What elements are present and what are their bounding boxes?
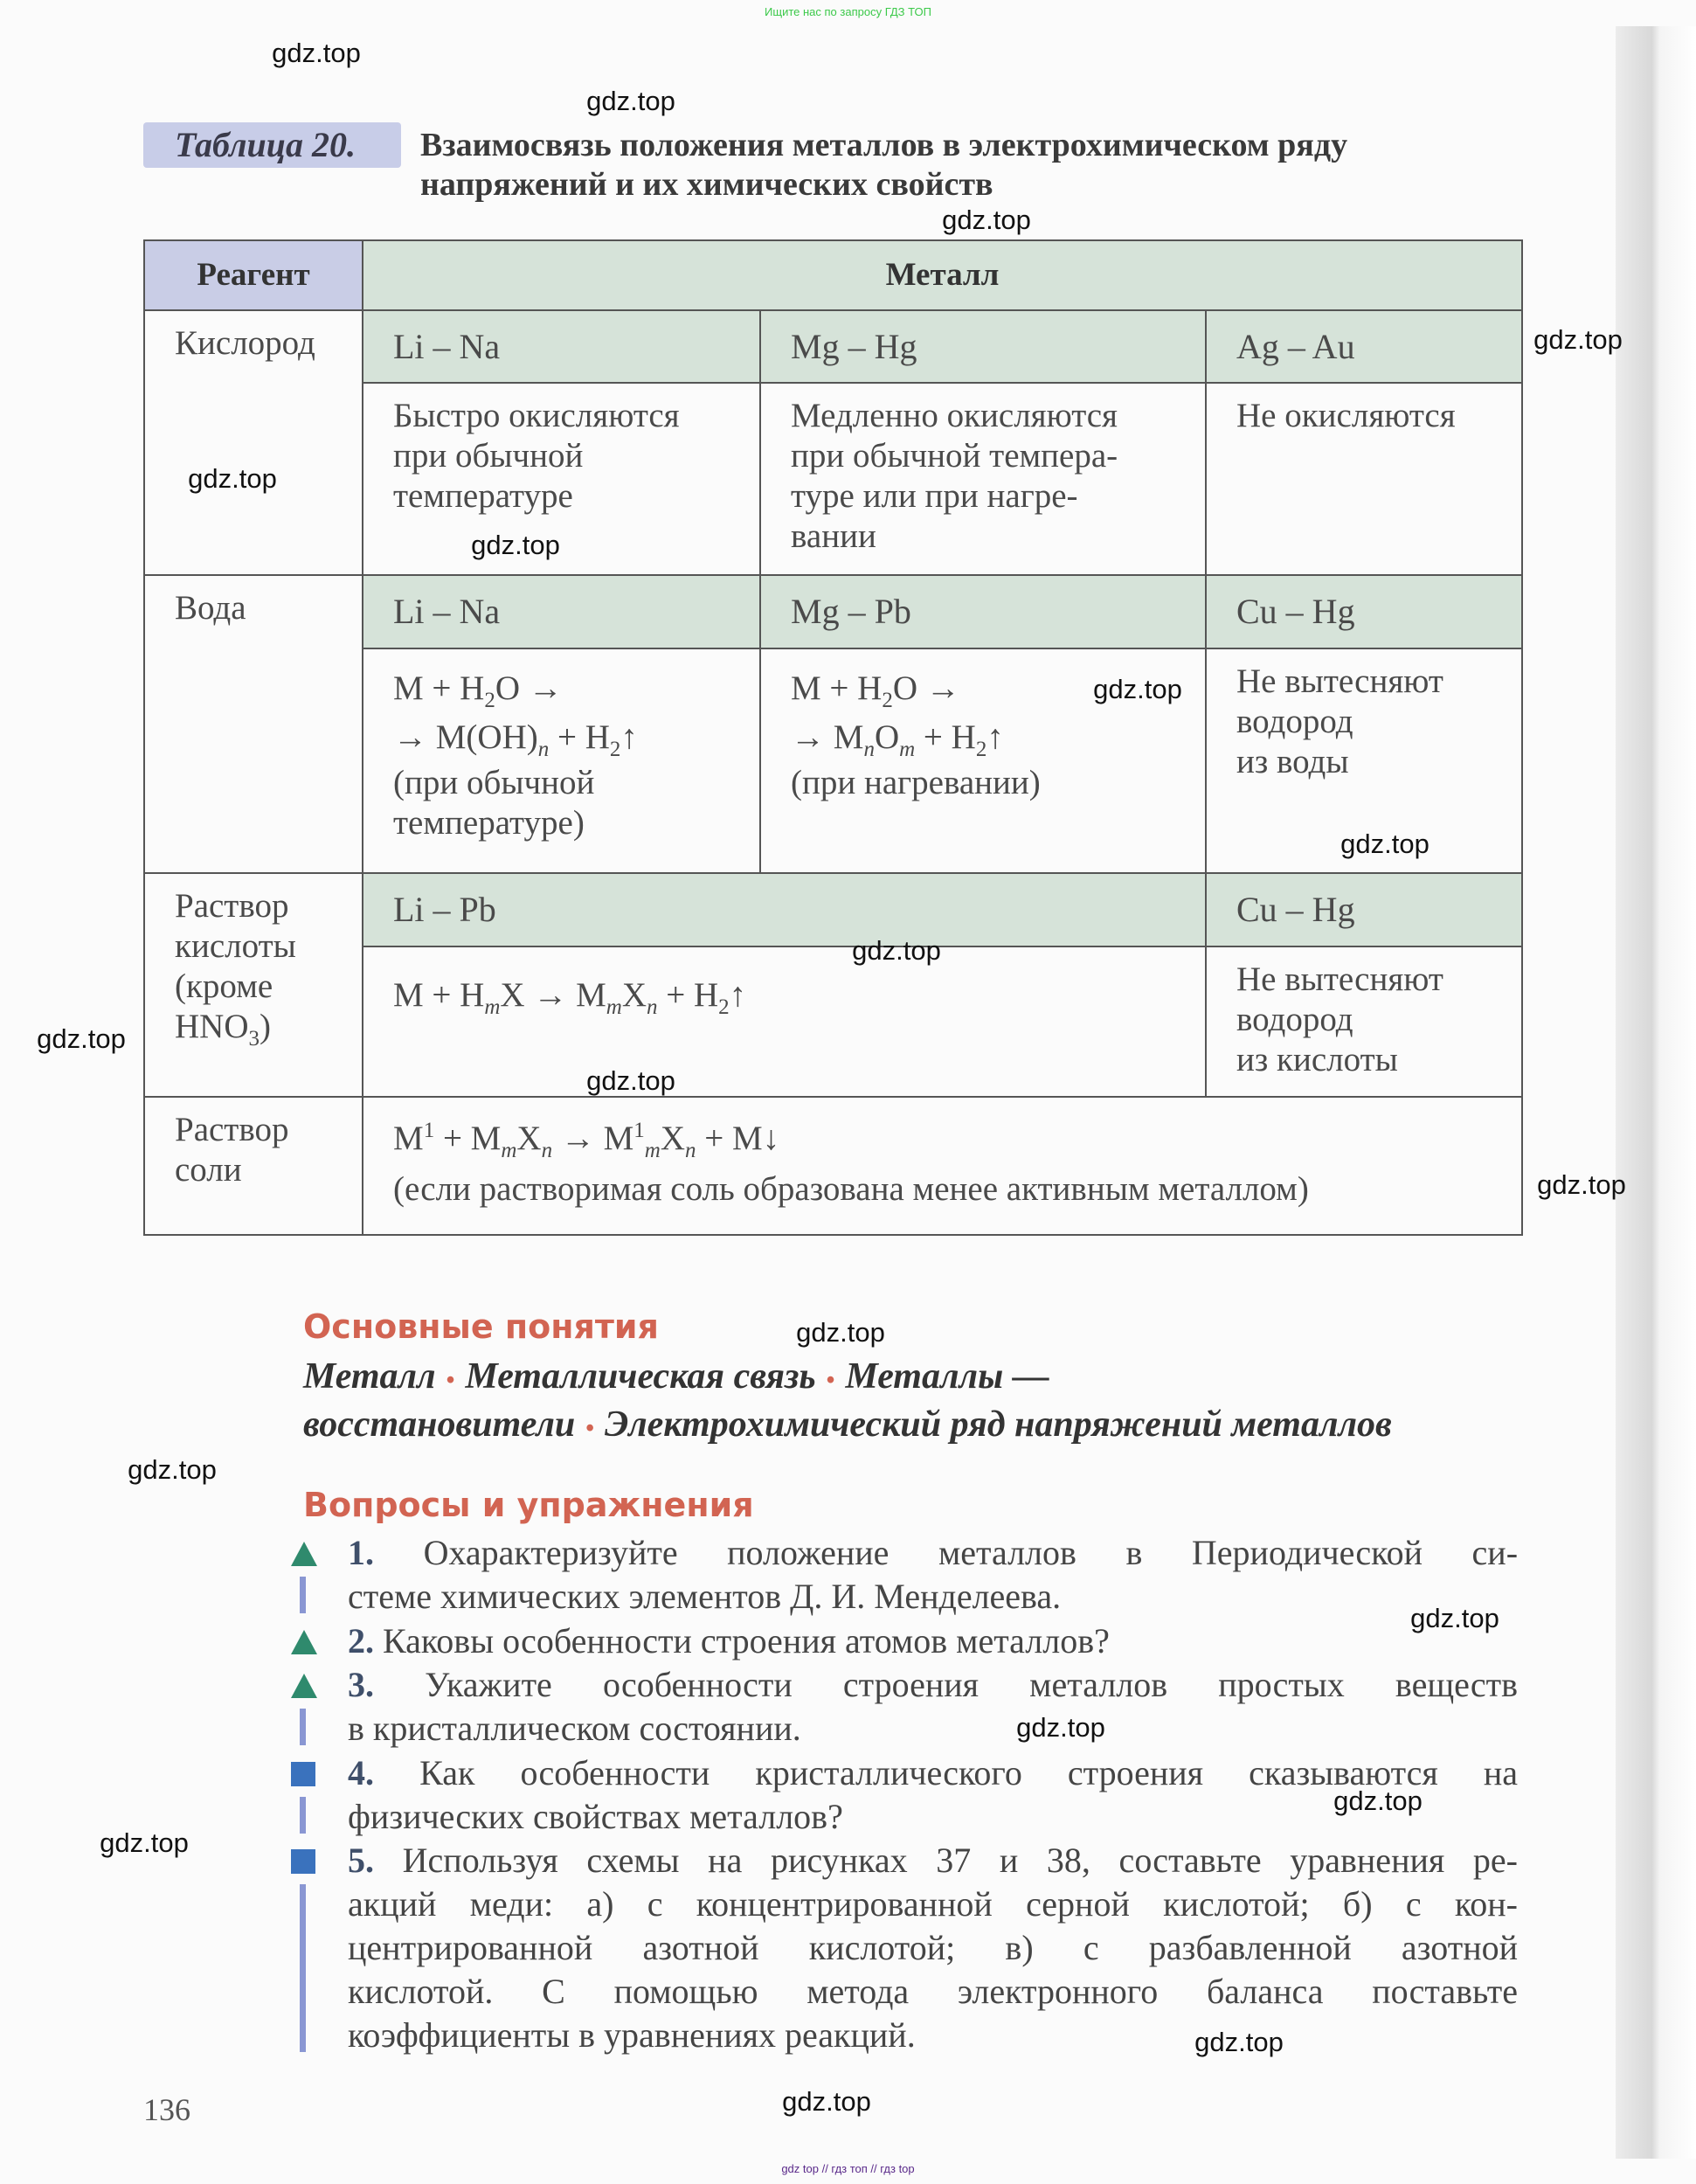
header-metal: Металл	[363, 240, 1522, 310]
formula-part: + H	[657, 976, 719, 1014]
bottom-banner: gdz top // гдз топ // гдз top	[781, 2162, 915, 2175]
text-line: Охарактеризуйте положение металлов в Периодической си-	[423, 1533, 1518, 1572]
equation-line	[393, 975, 1175, 1019]
text-line: из воды	[1236, 743, 1349, 780]
formula-part: + H	[549, 718, 610, 756]
question-line	[348, 1926, 1518, 1970]
formula-part: m	[501, 1138, 517, 1162]
reagent-water: Вода	[144, 575, 363, 873]
metals-table	[143, 239, 1523, 1236]
range-cell: Li – Pb	[363, 873, 1206, 946]
title-line: напряжений и их химических свойств	[420, 166, 993, 203]
formula-part: 2	[609, 737, 621, 761]
watermark-text: gdz.top	[1194, 2027, 1284, 2057]
watermark-text: gdz.top	[1537, 1169, 1626, 1200]
watermark-text: gdz.top	[128, 1454, 217, 1485]
formula-part: X → M	[500, 976, 606, 1014]
formula-part: + H	[915, 718, 976, 756]
watermark-text: gdz.top	[272, 38, 361, 68]
text-line: Не вытесняют	[1236, 960, 1443, 998]
range-cell: Mg – Pb	[760, 575, 1206, 648]
text-line: при обычной	[393, 437, 584, 475]
text-line: коэффициенты в уравнениях реакций.	[348, 2015, 916, 2055]
text-line: температуре	[393, 477, 573, 515]
property-cell	[760, 383, 1206, 575]
text-line: центрированной азотной кислотой; в) с разбавленной азотной	[348, 1928, 1518, 1967]
text-line: Как особенности кристаллического строения сказываются на	[419, 1753, 1518, 1792]
formula-part: m	[899, 737, 916, 761]
range-cell: Cu – Hg	[1206, 575, 1522, 648]
formula-part: 2	[718, 995, 730, 1019]
question-number: 4.	[348, 1753, 374, 1792]
formula-part: 2	[882, 688, 893, 712]
reagent-acid	[144, 873, 363, 1097]
equation-line	[393, 1119, 1492, 1162]
term: Металл	[303, 1356, 436, 1397]
formula-part: X	[516, 1120, 542, 1157]
text-line: Не вытесняют	[1236, 662, 1443, 700]
formula-part: 1	[423, 1119, 435, 1142]
text-line: водород	[1236, 703, 1353, 740]
triangle-level-icon	[291, 1674, 317, 1698]
concepts-terms: Металл • Металлическая связь • Металлы — восстановители • Электрохимический ряд напряжений металлов	[303, 1356, 1392, 1445]
text-line: Раствор	[175, 1111, 289, 1148]
range-cell: Li – Na	[363, 310, 760, 383]
text-line: Укажите особенности строения металлов простых веществ	[425, 1665, 1518, 1704]
text-line: водород	[1236, 1001, 1353, 1038]
question-line	[348, 1575, 1518, 1619]
condition-note: (при обычной	[393, 764, 595, 801]
triangle-level-icon	[291, 1630, 317, 1654]
formula-part: 3	[248, 1026, 260, 1050]
formula-part: ↑	[729, 976, 747, 1014]
question-item	[348, 1531, 1518, 1619]
text-line: стеме химических элементов Д. И. Менделеева.	[348, 1577, 1062, 1616]
formula-part: n	[537, 737, 550, 761]
formula-part: O →	[495, 669, 563, 707]
watermark-text: gdz.top	[942, 205, 1031, 235]
watermark-text: gdz.top	[188, 463, 277, 494]
reagent-oxygen: Кислород	[144, 310, 363, 575]
text-line: Каковы особенности строения атомов металлов?	[383, 1621, 1110, 1661]
table-label: Таблица 20.	[143, 122, 401, 168]
formula-part: → M	[552, 1120, 634, 1157]
table-title	[420, 126, 1521, 205]
property-cell	[363, 383, 760, 575]
square-level-icon	[291, 1849, 315, 1874]
text-line: соли	[175, 1151, 242, 1189]
question-line	[348, 1707, 1518, 1751]
watermark-text: gdz.top	[471, 530, 560, 560]
text-line: в кристаллическом состоянии.	[348, 1709, 801, 1748]
range-cell: Li – Na	[363, 575, 760, 648]
watermark-text: gdz.top	[1340, 829, 1429, 859]
page-number: 136	[143, 2092, 190, 2127]
formula-part: M + H	[393, 976, 485, 1014]
question-item	[348, 1663, 1518, 1751]
top-banner: Ищите нас по запросу ГДЗ ТОП	[765, 5, 931, 18]
formula-part: n	[863, 737, 875, 761]
watermark-text: gdz.top	[782, 2086, 871, 2117]
question-line	[348, 1619, 1518, 1663]
watermark-text: gdz.top	[796, 1317, 885, 1348]
level-bar-icon	[300, 1709, 306, 1745]
formula-part: → M	[791, 718, 864, 756]
formula-part: n	[646, 995, 658, 1019]
text-line: туре или при нагре-	[791, 477, 1078, 515]
formula-part: n	[541, 1138, 553, 1162]
reaction-cell	[363, 946, 1206, 1097]
formula-part: O	[874, 718, 900, 756]
condition-note: температуре)	[393, 804, 585, 842]
text-line: физических свойствах металлов?	[348, 1797, 843, 1836]
formula-part: HNO	[175, 1008, 249, 1045]
watermark-text: gdz.top	[586, 86, 675, 116]
level-bar-icon	[300, 1577, 306, 1613]
equation-line	[393, 718, 730, 761]
question-line	[348, 2014, 1518, 2057]
range-cell: Mg – Hg	[760, 310, 1206, 383]
text-line: кислоты	[175, 927, 296, 965]
equation-line	[393, 669, 730, 712]
text-line: Раствор	[175, 887, 289, 925]
text-line: акций меди: а) с концентрированной серной кислотой; б) с кон-	[348, 1884, 1518, 1924]
text-line: вании	[791, 517, 876, 555]
watermark-text: gdz.top	[1016, 1712, 1105, 1743]
watermark-text: gdz.top	[852, 935, 941, 966]
question-number: 1.	[348, 1533, 374, 1572]
formula-part: m	[606, 995, 622, 1019]
term: Металлическая связь	[465, 1356, 816, 1397]
property-cell	[1206, 383, 1522, 575]
formula-part: M + H	[791, 669, 883, 707]
formula-part: m	[644, 1138, 661, 1162]
formula-part: X	[621, 976, 647, 1014]
watermark-text: gdz.top	[100, 1827, 189, 1858]
watermark-text: gdz.top	[1410, 1603, 1499, 1633]
text-line: при обычной темпера-	[791, 437, 1118, 475]
formula-part: + M	[434, 1120, 502, 1157]
level-bar-icon	[300, 1797, 306, 1834]
formula-part: ↑	[986, 718, 1004, 756]
text-line: (кроме	[175, 967, 273, 1005]
watermark-text: gdz.top	[586, 1065, 675, 1096]
question-line	[348, 1531, 1518, 1575]
concepts-heading: Основные понятия	[303, 1307, 659, 1346]
term: Металлы — восстановители	[303, 1356, 1049, 1445]
formula-part: n	[685, 1138, 696, 1162]
text-line: Используя схемы на рисунках 37 и 38, составьте уравнения ре-	[402, 1841, 1518, 1880]
formula-part: O →	[892, 669, 960, 707]
formula-part: M	[393, 1120, 424, 1157]
text-line: кислотой. С помощью метода электронного баланса поставьте	[348, 1972, 1518, 2011]
text-line: из кислоты	[1236, 1041, 1398, 1078]
question-number: 2.	[348, 1621, 374, 1661]
level-bar-icon	[300, 1884, 306, 2052]
triangle-level-icon	[291, 1542, 317, 1566]
condition-note: (если растворимая соль образована менее активным металлом)	[393, 1170, 1309, 1208]
reaction-cell	[363, 648, 760, 873]
page-edge-shadow	[1616, 26, 1696, 2159]
watermark-text: gdz.top	[1333, 1785, 1423, 1816]
formula-part: ↑	[620, 718, 638, 756]
reaction-cell	[363, 1097, 1522, 1235]
formula-part: 2	[975, 737, 987, 761]
formula-part: 1	[633, 1119, 645, 1142]
formula-part: )	[260, 1008, 271, 1045]
question-number: 5.	[348, 1841, 374, 1880]
watermark-text: gdz.top	[1093, 674, 1182, 704]
text-line: Медленно окисляются	[791, 397, 1118, 434]
questions-heading: Вопросы и упражнения	[303, 1486, 754, 1524]
question-number: 3.	[348, 1665, 374, 1704]
condition-note: (при нагревании)	[791, 764, 1041, 801]
formula-part: X	[660, 1120, 686, 1157]
watermark-text: gdz.top	[1533, 324, 1623, 355]
formula-part: + M↓	[696, 1120, 780, 1157]
equation-line	[791, 718, 1175, 761]
square-level-icon	[291, 1762, 315, 1786]
question-item	[348, 1839, 1518, 2057]
question-item	[348, 1619, 1518, 1663]
title-line: Взаимосвязь положения металлов в электрохимическом ряду	[420, 127, 1348, 163]
property-cell	[1206, 946, 1522, 1097]
text-line: Быстро окисляются	[393, 397, 680, 434]
question-line	[348, 1970, 1518, 2014]
range-cell: Ag – Au	[1206, 310, 1522, 383]
formula-part: m	[484, 995, 501, 1019]
formula-part: 2	[484, 688, 495, 712]
header-reagent: Реагент	[144, 240, 363, 310]
range-cell: Cu – Hg	[1206, 873, 1522, 946]
text-line: Не окисляются	[1236, 397, 1456, 434]
formula-part: M + H	[393, 669, 485, 707]
reagent-salt	[144, 1097, 363, 1235]
watermark-text: gdz.top	[37, 1023, 126, 1054]
term: Электрохимический ряд напряжений металлов	[605, 1404, 1392, 1445]
question-line	[348, 1882, 1518, 1926]
question-line	[348, 1663, 1518, 1707]
formula-part: → M(OH)	[393, 718, 538, 756]
question-line	[348, 1839, 1518, 1882]
